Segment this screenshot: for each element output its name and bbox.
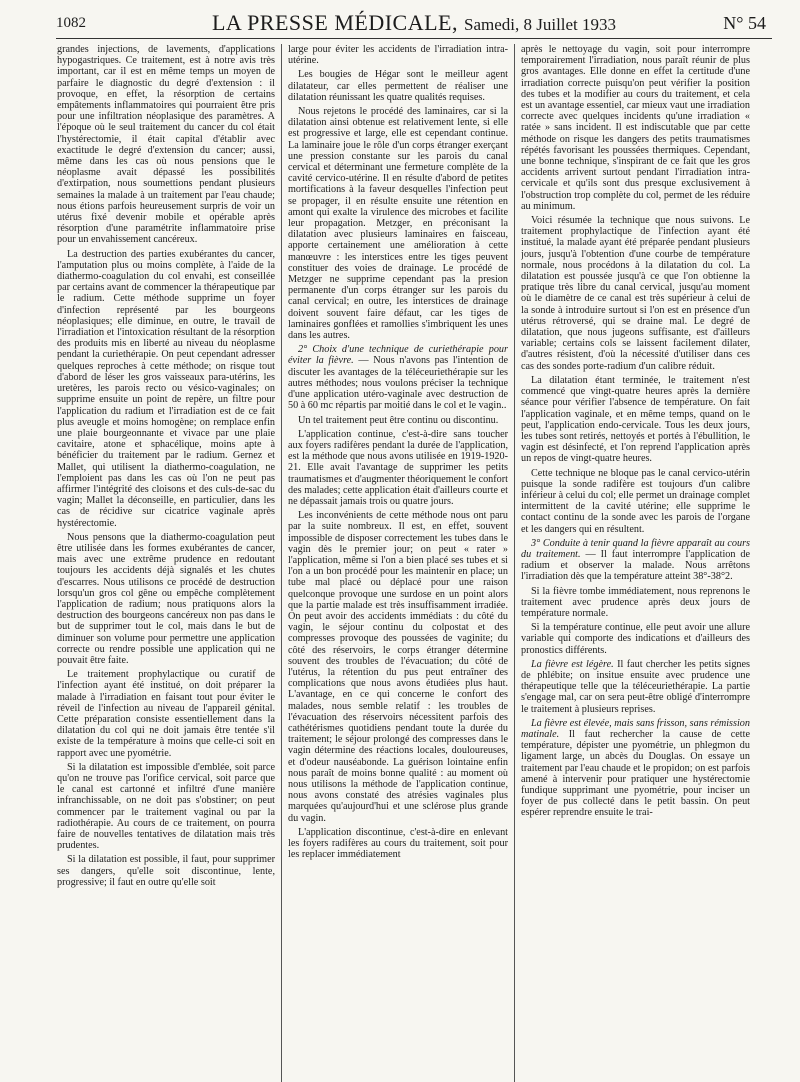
page-header bbox=[56, 8, 772, 39]
paragraph: Voici résumée la technique que nous suivons. Le traitement prophylactique de l'infection ayant été institué, la malade ayant été préparée pendant plusieurs jours, jusqu'à l'obtention d'une courbe de température normale, nous procédons à la dilatation du col. La dilatation est poussée jusqu'à ce que l'on obtienne la pratique très libre du canal cervical, jusqu'au moment où le diamètre de ce canal est très supérieur à celui de la sonde à introduire surtout si l'on est en présence d'un utérus rétroversé, qui se draine mal. Le degré de dilatation, que nous jugeons suffisante, est d'ailleurs variable; certains cols se laissent facilement dilater, d'autres résistent, d'où la nécessité d'utiliser dans ces cas des sondes porte-radium d'un calibre réduit. bbox=[521, 215, 750, 372]
subsection-heading: La fièvre est légère. bbox=[531, 658, 614, 670]
paragraph: large pour éviter les accidents de l'irradiation intra-utérine. bbox=[288, 44, 508, 67]
issue-date: Samedi, 8 Juillet 1933 bbox=[463, 15, 617, 34]
article-body bbox=[0, 44, 800, 1080]
paragraph: L'application discontinue, c'est-à-dire en enlevant les foyers radifères au cours du traitement, soit pour les replacer immédiatement bbox=[288, 826, 508, 861]
paragraph: Les bougies de Hégar sont le meilleur agent dilatateur, car elles permettent de réaliser une dilatation réunissant les quatre qualités requises. bbox=[288, 69, 508, 103]
paragraph: Nous pensons que la diathermo-coagulation peut être utilisée dans les formes exubérantes de cancer, mais avec une extrême prudence en redoutant toujours les accidents déjà signalés et les chutes d'escarres. Nous utilisons ce procédé de destruction lorsqu'un gros col gêne ou empêche complètement l'application de radium; nous pratiquons alors la destruction des bourgeons cancéreux non pas dans le but de supprimer tout le col, mais dans le but de diminuer son volume pour permettre une application correcte ou rendre possible une application qui ne pouvait être faite. bbox=[57, 531, 275, 666]
paragraph: Un tel traitement peut être continu ou discontinu. bbox=[298, 414, 499, 426]
paragraph: Si la dilatation est impossible d'emblée, soit parce qu'on ne trouve pas l'orifice cervical, soit parce que le canal est cartonné et infiltré d'une manière infranchissable, on ne doit pas s'obstiner; on peut commencer par le traitement vaginal ou par la radiothérapie. Au cours de ce traitement, on pourra faire de nouvelles tentatives de dilatation mais très prudentes. bbox=[57, 761, 275, 852]
section-heading: 2° Choix d'une technique de curiethérapie pour éviter la fièvre. bbox=[288, 344, 508, 367]
paragraph: La destruction des parties exubérantes du cancer, l'amputation plus ou moins complète, à l'aide de la diathermo-coagulation du col envahi, est conseillée par certains avant de commencer la thérapeutique par le radium. Cette méthode supprime un foyer d'infection représenté par les bourgeons néoplasiques; elle diminue, en outre, le travail de l'irradiation et l'intoxication résultant de la résorption des produits mis en liberté au niveau du néoplasme pendant la curiethérapie. On peut cependant adresser quelques reproches à cette méthode; on risque tout d'abord de léser les gros vaisseaux para-utérins, les uretères, les parois recto ou vésico-vaginales; on supprime ensuite un point de repère, un filtre pour l'application du radium et l'irradiation est de ce fait plus aveugle et moins homogène; on remplace enfin une plaie bourgeonnante et vivace par une plaie cavitaire, atone et sphacélique, moins apte à bénéficier du traitement par le radium. Gernez et Mallet, qui utilisent la diathermo-coagulation, ne l'emploient pas dans les cas où l'on ne peut pas affirmer l'intégrité des cloisons et des culs-de-sac du vagin; Mallet la déconseille, en particulier, dans les cas de récidive sur cicatrice vaginale après hystérectomie. bbox=[57, 248, 275, 529]
paragraph-text: Il faut rechercher la cause de cette température, dépister une pyométrie, un phlegmon du ligament large, un abcès du Douglas. On essaye un traitement par l'eau chaude et le propidon; on est parfois amené à intervenir pour pratiquer une hystérectomie fundique supprimant une pyométrie, pour inciser un foyer de pus collecté dans le petit bassin. On peut espérer reprendre ensuite le trai- bbox=[521, 728, 750, 819]
paragraph: Nous rejetons le procédé des laminaires, car si la dilatation ainsi obtenue est relativement lente, si elle est progressive et large, elle est cependant continue. La laminaire joue le rôle d'un corps étranger exerçant une pression constante sur les parois du canal cervical et déterminant une fermeture complète de la cavité cervico-utérine. Il en résulte d'abord de petites mortifications à la faveur desquelles l'infection peut se propager, il en résulte ensuite une rétention en amont qui exalte la virulence des microbes et facilite leur propagation. Metzger, en préconisant la dilatation avec plusieurs laminaires en faisceau, apporte certainement une amélioration à cette manœuvre : les interstices entre les tiges peuvent constituer des voies de drainage. Le procédé de Metzger ne supprime cependant pas la presion permanente d'un corps étranger sur les parois du canal cervical; en outre, les interstices de drainage doivent souvent faire défaut, car les tiges de laminaires gonflées et ramollies s'imbriquent les unes dans les autres. bbox=[288, 106, 508, 342]
paragraph: Si la température continue, elle peut avoir une allure variable qui comporte des indications et d'ailleurs des pronostics différents. bbox=[521, 622, 750, 656]
page-number: 1082 bbox=[56, 15, 86, 31]
subsection-heading: La fièvre est élevée, mais sans frisson, sans rémission matinale. bbox=[521, 717, 750, 740]
subsection-paragraph bbox=[521, 718, 750, 819]
paragraph: Cette technique ne bloque pas le canal cervico-utérin puisque la sonde radifère est toujours d'un calibre inférieur à celui du col; elle permet un drainage complet intermittent de la cavité utérine; elle supprime le contact continu de la sonde avec les parois de l'organe et les dangers qui en résultent. bbox=[521, 467, 750, 535]
column-1 bbox=[57, 44, 275, 1080]
paragraph-text: Il faut chercher les petits signes de phlébite; on insitue ensuite avec prudence une thérapeutique telle que la téléceuriethérapie. La partie s'engage mal, car on sera peut-être obligé d'interrompre le traitement à plusieurs reprises. bbox=[521, 658, 750, 715]
paragraph: L'application continue, c'est-à-dire sans toucher aux foyers radifères pendant la durée de l'application, est la méthode que nous avons utilisée en 1919-1920-21. Elle avait l'avantage de supprimer les petits traumatismes et d'augmenter théoriquement le confort des malades; cette application était d'ailleurs courte et ne dépassait jamais trois ou quatre jours. bbox=[288, 428, 508, 507]
paragraph: Le traitement prophylactique ou curatif de l'infection ayant été institué, on doit préparer la malade à l'irradiation en faisant tout pour éviter le réveil de l'infection au niveau de l'appareil génital. Cette préparation consiste essentiellement dans la dilatation du col qui ne doit jamais être tentée s'il existe de la température à moins que celle-ci soit en rapport avec une pyométrie. bbox=[57, 669, 275, 759]
issue-number: N° 54 bbox=[723, 13, 766, 33]
paragraph: Si la fièvre tombe immédiatement, nous reprenons le traitement avec prudence après deux jours de température normale. bbox=[521, 585, 750, 619]
paragraph-text: — Il faut interrompre l'application de radium et observer la malade. Nous arrêtons l'irradiation dès que la température atteint 38°-38°2. bbox=[521, 548, 750, 583]
column-2 bbox=[288, 44, 508, 1080]
paragraph-text: — Nous n'avons pas l'intention de discuter les avantages de la téléceuriethérapie sur les autres méthodes; nous voulons préciser la technique d'une application utéro-vaginale avec destruction de 50 à 60 mc répartis par moitié dans le col et le vagin.. bbox=[288, 355, 508, 412]
column-3 bbox=[521, 44, 750, 1080]
paragraph: Les inconvénients de cette méthode nous ont paru par la suite nombreux. Il est, en effet, souvent impossible de disposer correctement les tubes dans le vagin dès le premier jour; on peut « rater » l'application, même si l'on a bien placé ses tubes et si l'on a un bon procédé pour les maintenir en place; un tube mal placé ou déplacé pour une raison quelconque provoque une surdose en un point alors que la partie malade est très insuffisamment irradiée. On peut avoir des accidents immédiats : du côté du vagin, le séjour continu du colpostat et des compresses provoque des poussées de vaginite; du côté des réservoirs, le corps étranger détermine souvent des troubles de l'évacuation; du côté de l'utérus, la rétention du pus peut entraîner des complications que nous avons étudiées plus haut. L'avantage, en ce qui concerne le confort des malades, nous semble relatif : les troubles de l'évacuation des réservoirs nécessitent parfois des cathétérismes quotidiens pendant toute la durée du traitement; le séjour prolongé des compresses dans le vagin détermine des réactions locales, douloureuses, et d'odeur nauséabonde. La guérison lointaine enfin nous paraît de moins bonne qualité : au moment où nous utilisons la méthode de l'application continue, nous avons constaté des atrésies vaginales plus marquées qu'aujourd'hui et une sclérose plus grande du vagin. bbox=[288, 510, 508, 824]
section-heading-paragraph bbox=[521, 538, 750, 583]
paragraph: La dilatation étant terminée, le traitement n'est commencé que vingt-quatre heures après la dernière séance pour vérifier l'absence de température. On fait l'application vaginale, et en même temps, quand on le peut, l'application endo-cervicale. Tous les deux jours, les tubes sont retirés, nettoyés et portés à l'ébullition, le vagin est désinfecté, et l'on reprend l'application après un repos de vingt-quatre heures. bbox=[521, 374, 750, 465]
subsection-paragraph bbox=[521, 659, 750, 715]
paragraph: après le nettoyage du vagin, soit pour interrompre temporairement l'irradiation, nous paraît réunir de plus gros avantages. Elle donne en effet la certitude d'une irradiation correcte puisqu'on peut vérifier la position des tubes et la modifier au cours du traitement, et cela est un avantage essentiel, car mieux vaut une irradiation correcte avec quelques incidents qu'une irradiation « ratée » sans incident. Il est indiscutable que par cette méthode on risque les dangers des petits traumatismes répétés favorisant les poussées thermiques. Cependant, une bonne technique, s'inspirant de ce fait que les gros accidents arrivent surtout pendant l'irradiation intra-cervicale et qu'ils sont dus presque exclusivement à l'obstruction trop complète du col, permet de les réduire au minimum. bbox=[521, 44, 750, 212]
journal-name: LA PRESSE MÉDICALE, bbox=[211, 10, 458, 35]
section-heading: 3° Conduite à tenir quand la fièvre apparaît au cours du traitement. bbox=[521, 537, 750, 560]
journal-title-line bbox=[56, 10, 772, 36]
section-heading-paragraph bbox=[288, 344, 508, 411]
paragraph: grandes injections, de lavements, d'applications hypogastriques. Ce traitement, est à notre avis très important, car il est en même temps un moyen de parfaire le diagnostic du degré d'extension : il provoque, en effet, la résorption de certains empâtements inflammatoires qui pourraient être pris pour une infiltration néoplasique des paramètres. A l'époque où le seul traitement du cancer du col était l'hystérectomie, il était capital d'établir avec exactitude le degré d'extension du cancer; aussi, même dans les cas où nous pensions que le néoplasme avait dépassé les possibilités d'extirpation, nous soumettions pendant plusieurs semaines la malade à un traitement par l'eau chaude; nous étions parfois heureusement surpris de voir un utérus fixé devenir mobile et opérable après résorption d'une paramétrite inflammatoire prise pour un envahissement cancéreux. bbox=[57, 44, 275, 246]
paragraph: Si la dilatation est possible, il faut, pour supprimer ses dangers, qu'elle soit discontinue, lente, progressive; il faut en outre qu'elle soit bbox=[57, 854, 275, 888]
